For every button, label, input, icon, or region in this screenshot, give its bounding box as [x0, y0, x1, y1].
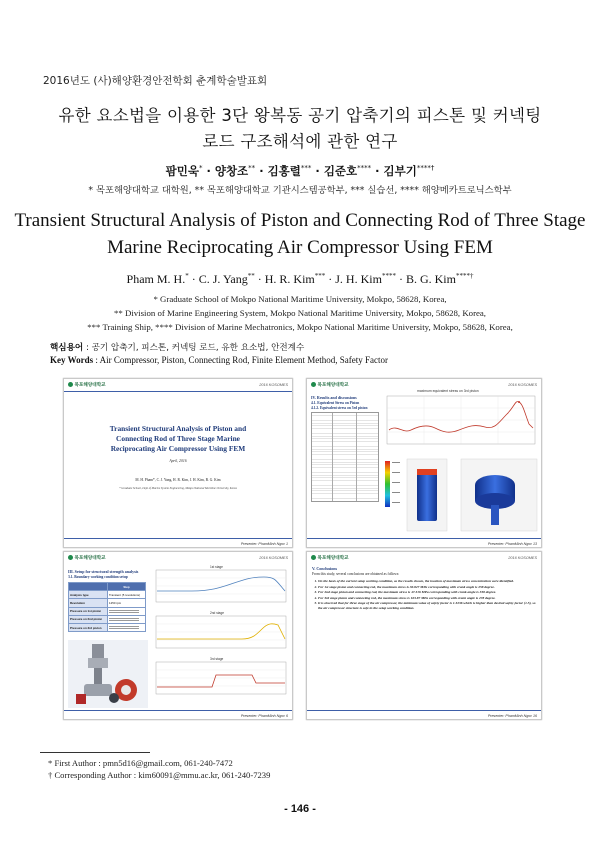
table-row: Pressure on 3rd piston — [69, 623, 146, 631]
author-mark: * — [185, 272, 189, 280]
title-en-line2: Marine Reciprocating Air Compressor Using FEM — [107, 237, 493, 258]
list-item: 1. On the basis of the current setup working condition, as the results shown, the location of maximum stress concentration were identified. — [318, 579, 540, 583]
author-mark: ** — [247, 272, 255, 280]
stage3-chart — [152, 661, 288, 699]
author-en: B. G. Kim — [405, 272, 456, 286]
table-row: Pressure on 2nd piston — [69, 615, 146, 623]
slide-subsection: 4.1.2. Equivalent stress on 3rd piston — [311, 406, 368, 410]
slide-authors: M. H. Pham*, C. J. Yang, H. R. Kim, J. H. Kim, B. G. Kim — [135, 478, 221, 482]
author-separator: · — [328, 272, 333, 286]
slide-header-rule — [64, 391, 292, 392]
list-item: 2. For 1st stage piston and connecting rod, the maximum stress is 36.827 MPa corresponding with crank angle is 258 degree. — [318, 585, 540, 589]
list-item: 3. For 2nd stage piston and connecting rod, the maximum stress is 47.316 MPa corresponding with crank angle is 338 degree. — [318, 590, 540, 594]
slide-footer: Presenter: PhamMinh Ngoc 6 — [240, 713, 288, 718]
slide-event: 2016 KOSOMES — [508, 383, 537, 387]
stress-table — [311, 412, 379, 502]
authors-en — [0, 272, 600, 287]
author-mark: *** — [314, 272, 326, 280]
slide-footer-rule — [64, 538, 292, 539]
slide-affiliation: * Graduate School, Dept of Marine System Engineering, Mokpo National Maritime University, Korea — [119, 486, 237, 490]
author-ko: 김홍렬 — [267, 164, 301, 178]
slide-section-title: III. Setup for structural strength analysis — [68, 569, 139, 574]
university-logo: 목포해양대학교 — [68, 382, 106, 388]
author-separator: · — [398, 272, 403, 286]
affiliation-en-1: * Graduate School of Mokpo National Maritime University, Mokpo, 58628, Korea, — [153, 294, 447, 304]
slide-event: 2016 KOSOMES — [259, 556, 288, 560]
compressor-model-image — [68, 640, 148, 708]
university-logo: 목포해양대학교 — [311, 382, 349, 388]
keywords-ko-label: 핵심용어 — [50, 343, 84, 353]
author-en: C. J. Yang — [198, 272, 248, 286]
author-separator: · — [375, 164, 380, 178]
keywords-separator: : — [95, 355, 98, 365]
emblem-icon — [68, 555, 73, 560]
title-en-line1: Transient Structural Analysis of Piston and Connecting Rod of Three Stage — [14, 210, 586, 231]
title-ko-line1: 유한 요소법을 이용한 3단 왕복동 공기 압축기의 피스톤 및 커넥팅 — [58, 106, 542, 125]
slide-footer: Presenter: PhamMinh Ngoc 16 — [487, 713, 537, 718]
author-mark: ** — [248, 164, 256, 173]
stage1-chart — [152, 569, 288, 607]
table-header: Step — [108, 583, 146, 591]
slide-footer: Presenter: PhamMinh Ngoc 1 — [240, 541, 288, 546]
author-mark: ****† — [416, 164, 435, 173]
author-separator: · — [191, 272, 196, 286]
author-mark: **** — [381, 272, 396, 280]
author-separator: · — [257, 272, 262, 286]
chart-title: maximum equivalent stress on 3rd piston — [417, 389, 479, 393]
page-number: - 146 - — [284, 803, 316, 815]
slide-setup — [63, 551, 293, 720]
slide-footer-rule — [307, 710, 541, 711]
author-mark: *** — [300, 164, 312, 173]
slide-footer-rule — [307, 538, 541, 539]
table-row: Revolution 1250 rpm — [69, 599, 146, 607]
university-logo: 목포해양대학교 — [311, 555, 349, 561]
slide-title-text: Transient Structural Analysis of Piston and Connecting Rod of Three Stage Marine Reciprocating Air Compressor Using FEM — [109, 424, 247, 453]
keywords-ko — [50, 341, 304, 353]
keywords-en — [50, 355, 388, 365]
author-mark: ****† — [455, 272, 474, 280]
author-separator: · — [315, 164, 320, 178]
slide-footer: Presenter: PhamMinh Ngoc 13 — [487, 541, 537, 546]
slide-conclusions — [306, 551, 542, 720]
author-mark: * — [198, 164, 203, 173]
slide-footer-rule — [64, 710, 292, 711]
slide-event: 2016 KOSOMES — [508, 556, 537, 560]
slide-section-title: IV. Results and discussions — [311, 395, 357, 400]
table-row: Analysis type Transient (5 revolutions) — [69, 591, 146, 599]
footnote-first-author: * First Author : pmn5d16@gmail.com, 061-240-7472 — [48, 758, 233, 768]
author-en: Pham M. H. — [126, 272, 186, 286]
fem-contour-images — [383, 455, 539, 535]
chart-title: 3rd stage — [210, 657, 224, 661]
author-separator: · — [206, 164, 211, 178]
footnote-corresponding-author: † Corresponding Author : kim60091@mmu.ac.kr, 061-240-7239 — [48, 770, 271, 780]
emblem-icon — [68, 382, 73, 387]
university-logo: 목포해양대학교 — [68, 555, 106, 561]
title-ko-line2: 로드 구조해석에 관한 연구 — [202, 132, 398, 151]
author-en: H. R. Kim — [264, 272, 315, 286]
slide-subsection: 4.1. Equivalent Stress on Piston — [311, 401, 360, 405]
slide-section-title: V. Conclusions — [312, 566, 338, 571]
footnote-rule — [40, 752, 150, 753]
list-item: 5. It is observed that for three stage of the air compressor, the minimum value of safety factor is 1.3236 which is higher than desired safety factor (1.5), so the air compressor structure is safe in the setup working condition. — [318, 601, 540, 610]
slide-event: 2016 KOSOMES — [259, 383, 288, 387]
emblem-icon — [311, 382, 316, 387]
author-mark: **** — [357, 164, 372, 173]
stress-chart — [383, 394, 537, 450]
conclusion-list — [312, 579, 540, 611]
conclusion-intro: From this study, several conclusions are obtained as follows: — [312, 572, 400, 576]
table-row: Pressure on 1st piston — [69, 607, 146, 615]
authors-ko — [0, 163, 600, 179]
emblem-icon — [311, 555, 316, 560]
author-separator: · — [259, 164, 264, 178]
slide-title — [63, 378, 293, 548]
slide-date: April, 2016 — [169, 459, 187, 463]
keywords-en-label: Key Words — [50, 355, 94, 365]
author-ko: 김준호 — [323, 164, 358, 178]
boundary-condition-table — [68, 582, 146, 632]
keywords-ko-value: 공기 압축기, 피스톤, 커넥팅 로드, 유한 요소법, 안전계수 — [91, 343, 305, 353]
author-ko: 팜민욱 — [165, 164, 199, 178]
affiliation-en-2: ** Division of Marine Engineering System, Mokpo National Maritime University, Mokpo, 58628, Korea, — [113, 308, 487, 318]
stage2-chart — [152, 615, 288, 653]
list-item: 4. For 3rd stage piston and connecting rod, the maximum stress is 163.87 MPa corresponding with crank angle is 278 degree. — [318, 596, 540, 600]
author-en: J. H. Kim — [335, 272, 382, 286]
author-ko: 김부기 — [383, 164, 417, 178]
slide-subsection: 3.1. Boundary working condition setup — [68, 575, 128, 579]
chart-title: 2nd stage — [210, 611, 225, 615]
affiliation-ko: * 목포해양대학교 대학원, ** 목포해양대학교 기관시스템공학부, *** 실습선, **** 해양메카트로닉스학부 — [88, 185, 512, 196]
affiliation-en-3: *** Training Ship, **** Division of Marine Mechatronics, Mokpo National Maritime University, Mokpo, 58628, Korea, — [87, 322, 513, 332]
keywords-en-value: Air Compressor, Piston, Connecting Rod, Finite Element Method, Safety Factor — [99, 355, 388, 365]
chart-title: 1st stage — [210, 565, 223, 569]
conference-header: 2016년도 (사)해양환경안전학회 춘계학술발표회 — [43, 75, 268, 87]
keywords-separator: : — [85, 343, 89, 353]
author-ko: 양창조 — [214, 164, 249, 178]
slide-results — [306, 378, 542, 548]
